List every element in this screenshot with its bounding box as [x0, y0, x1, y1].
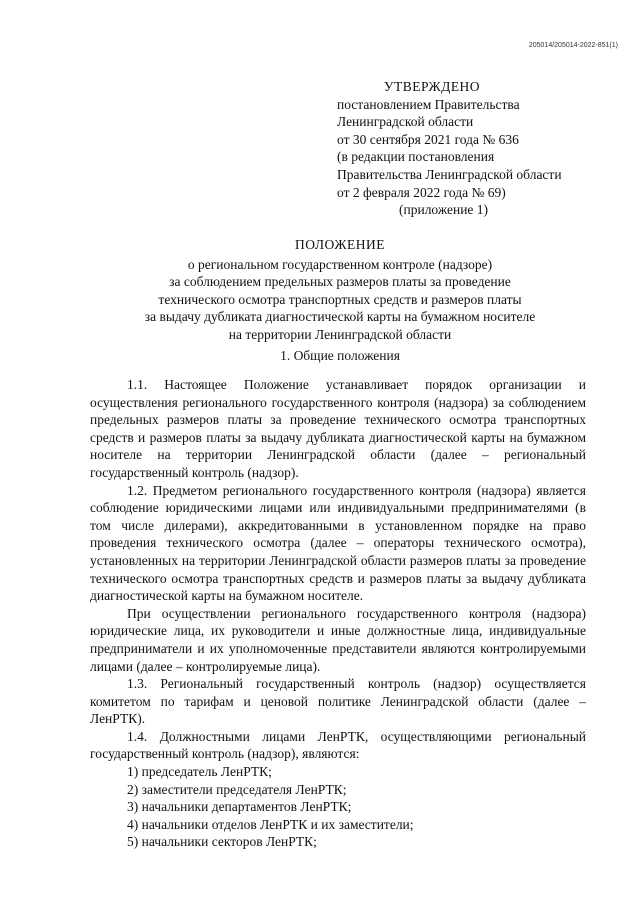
list-item: 3) начальники департаментов ЛенРТК;: [127, 799, 352, 815]
document-title: ПОЛОЖЕНИЕ: [295, 237, 385, 252]
section-heading: 1. Общие положения: [280, 348, 400, 363]
approval-line: постановлением Правительства: [337, 96, 520, 112]
document-id: 205014/205014-2022-851(1): [528, 42, 618, 49]
list-item: 2) заместители председателя ЛенРТК;: [127, 781, 347, 797]
paragraph-1-3: 1.3. Региональный государственный контроль (надзор) осуществляется комитетом по тарифам и ценовой политике Ленинградской области (далее – ЛенРТК).: [90, 676, 586, 727]
paragraph-1-1: 1.1. Настоящее Положение устанавливает порядок организации и осуществления регионального государственного контроля (надзора) за соблюдением предельных размеров платы за проведение технического осмотра транспортных средств и размеров платы за выдачу дубликата диагностической карты на бумажном носителе на территории Ленинградской области (далее – региональный государственный контроль (надзор).: [90, 377, 586, 480]
paragraph-1-4: 1.4. Должностными лицами ЛенРТК, осуществляющими региональный государственный контроль (надзор), являются:: [90, 728, 586, 762]
approval-line: (в редакции постановления: [337, 149, 495, 165]
paragraph-controlled-persons: При осуществлении регионального государственного контроля (надзора) юридические лица, их руководители и иные должностные лица, индивидуальные предприниматели и их уполномоченные представители являются контролируемыми лицами (далее – контролируемые лица).: [90, 605, 586, 674]
document-subtitle-line: на территории Ленинградской области: [228, 326, 452, 342]
approval-stamp: [337, 78, 627, 219]
list-item: 4) начальники отделов ЛенРТК и их заместители;: [127, 816, 414, 832]
document-subtitle-line: технического осмотра транспортных средств и размеров платы: [158, 291, 522, 307]
list-item: 1) председатель ЛенРТК;: [127, 764, 272, 780]
list-item: 5) начальники секторов ЛенРТК;: [127, 834, 317, 850]
approval-line: от 2 февраля 2022 года № 69): [337, 184, 506, 200]
document-subtitle-line: за соблюдением предельных размеров платы за проведение: [169, 274, 511, 290]
approval-line: от 30 сентября 2021 года № 636: [337, 131, 519, 147]
approval-line: Правительства Ленинградской области: [337, 166, 562, 182]
document-title-block: [90, 236, 590, 344]
document-subtitle-line: за выдачу дубликата диагностической карты на бумажном носителе: [144, 309, 536, 325]
document-subtitle-line: о региональном государственном контроле (надзоре): [187, 256, 493, 272]
paragraph-1-2: 1.2. Предметом регионального государственного контроля (надзора) является соблюдение юридическими лицами или индивидуальными предпринимателями (в том числе дилерами), аккредитованными в установленном порядке на право проведения технического осмотра (далее – операторы технического осмотра), установленных на территории Ленинградской области размеров платы за проведение технического осмотра транспортных средств и размеров платы за выдачу дубликата диагностической карты на бумажном носителе.: [90, 482, 586, 604]
approval-line: Ленинградской области: [337, 114, 474, 130]
approval-title: УТВЕРЖДЕНО: [383, 79, 481, 94]
approval-attachment: (приложение 1): [399, 202, 489, 218]
document-body: [90, 376, 586, 851]
